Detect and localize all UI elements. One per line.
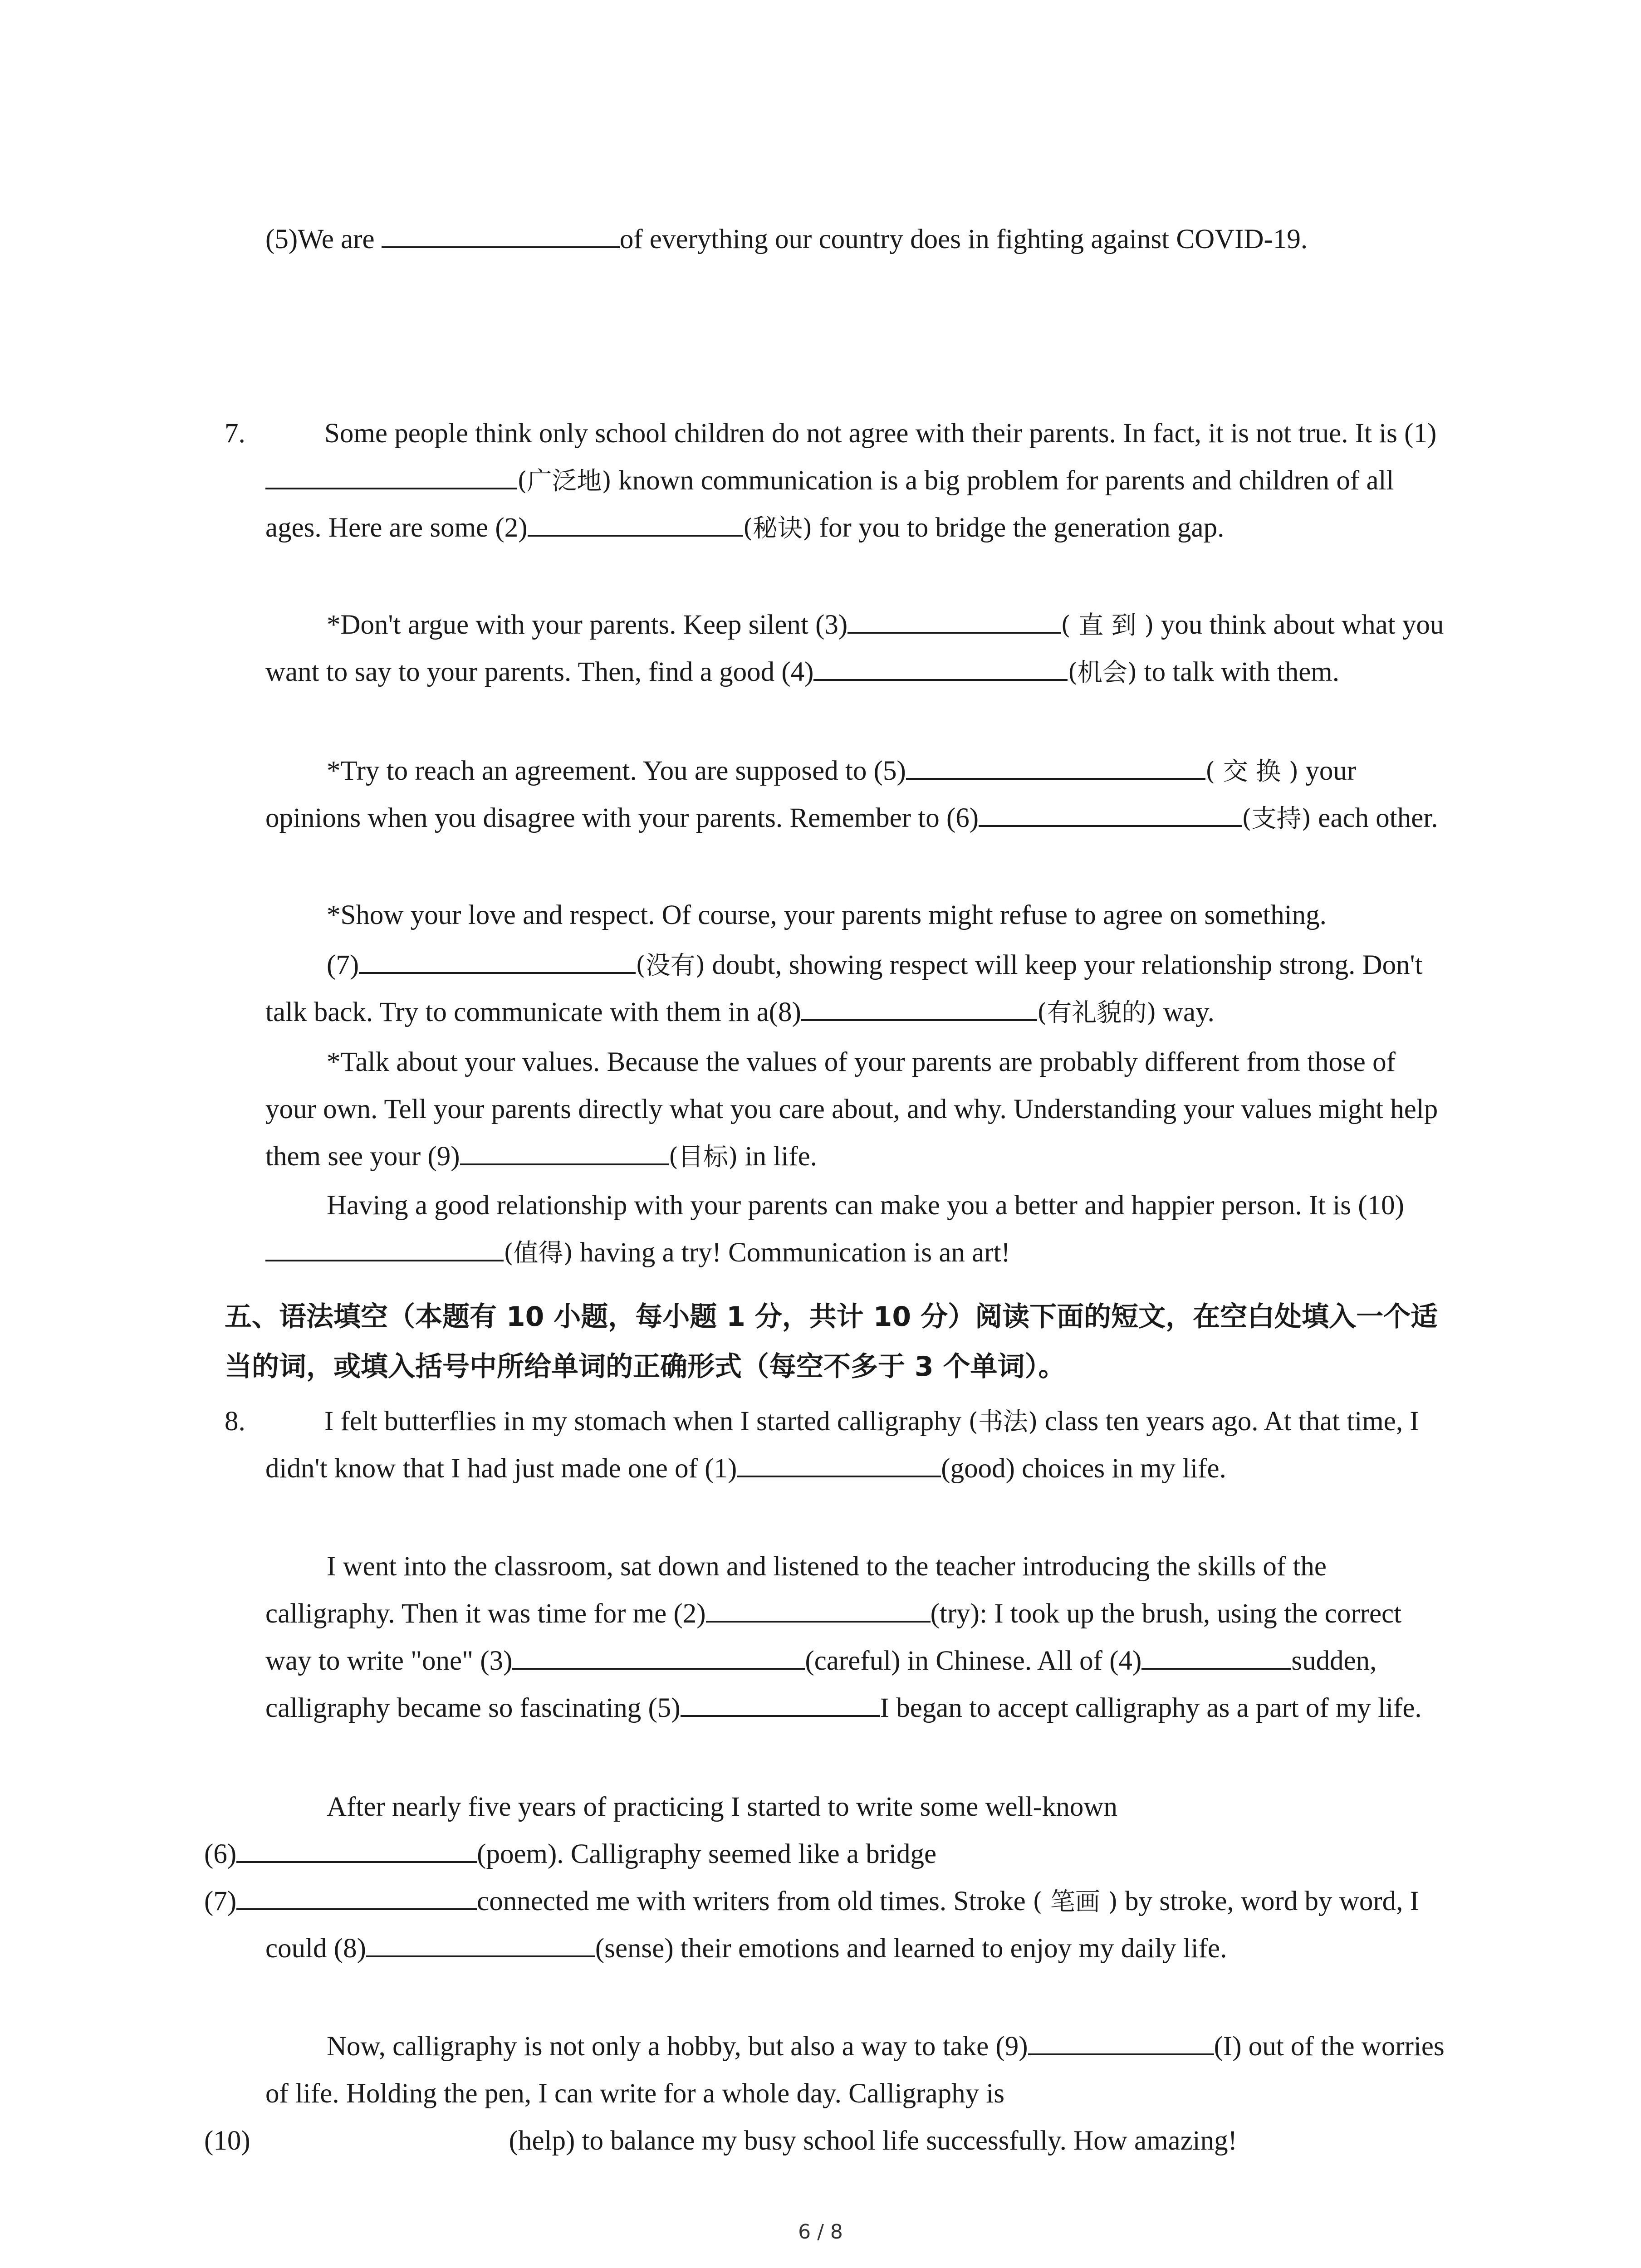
question-7-para-5 xyxy=(265,942,1450,1036)
text: (try): I took up the brush, using the correct way to write "one" (3) xyxy=(265,1598,1402,1676)
text: (poem). Calligraphy seemed like a bridge xyxy=(477,1839,937,1869)
answer-blank-5[interactable] xyxy=(906,753,1205,780)
hint: (书法) xyxy=(968,1407,1038,1436)
text: (5)We are xyxy=(265,224,382,254)
text: you think about what you want to say to your parents. Then, find a good (4) xyxy=(265,610,1444,687)
text: (6) xyxy=(204,1839,237,1869)
text: known communication is a big problem for parents and children of all ages. Here are some (2) xyxy=(265,465,1394,543)
text: (I) out of the worries of life. Holding the pen, I can write for a whole day. Calligraphy is xyxy=(265,2031,1445,2109)
text: your opinions when you disagree with your parents. Remember to (6) xyxy=(265,756,1357,833)
hint: (广泛地) xyxy=(517,466,612,495)
text: by stroke, word by word, I could (8) xyxy=(265,1886,1419,1964)
hint: (没有) xyxy=(636,951,705,980)
answer-blank-6[interactable] xyxy=(236,1836,477,1863)
text: for you to bridge the generation gap. xyxy=(812,513,1225,543)
hint: (秘诀) xyxy=(743,513,813,543)
text: *Try to reach an agreement. You are supposed to (5) xyxy=(327,756,906,786)
question-7-para-6 xyxy=(265,1039,1450,1180)
text: I went into the classroom, sat down and listened to the teacher introducing the skills of the calligraphy. Then it was time for me (2) xyxy=(265,1551,1327,1629)
answer-blank-2[interactable] xyxy=(528,509,743,537)
hint: (支持) xyxy=(1242,804,1312,833)
answer-blank-8[interactable] xyxy=(366,1930,595,1957)
text: (sense) their emotions and learned to enjoy my daily life. xyxy=(595,1933,1227,1964)
text: *Don't argue with your parents. Keep silent (3) xyxy=(327,610,848,640)
answer-blank-5[interactable] xyxy=(681,1690,880,1717)
hint: (有礼貌的) xyxy=(1037,998,1156,1027)
question-8-para-2 xyxy=(265,1543,1450,1732)
text: Some people think only school children do not agree with their parents. In fact, it is not true. It is (1) xyxy=(324,418,1437,449)
text: connected me with writers from old times. Stroke xyxy=(477,1886,1033,1916)
text: I felt butterflies in my stomach when I started calligraphy xyxy=(324,1406,969,1437)
text: sudden, calligraphy became so fascinating (5) xyxy=(265,1646,1377,1723)
answer-blank-9[interactable] xyxy=(1028,2028,1214,2055)
hint: ( 交 换 ) xyxy=(1205,757,1299,786)
text: (careful) in Chinese. All of (4) xyxy=(805,1646,1142,1676)
answer-blank-2[interactable] xyxy=(706,1595,931,1623)
answer-blank-9[interactable] xyxy=(460,1138,669,1165)
question-7-para-4 xyxy=(265,892,1450,939)
answer-blank-8[interactable] xyxy=(801,994,1037,1021)
question-number: 7. xyxy=(225,418,245,449)
hint: (机会) xyxy=(1068,658,1137,687)
question-7-para-2 xyxy=(265,601,1450,696)
question-7-para-1 xyxy=(225,410,1450,552)
question-7-para-7 xyxy=(265,1182,1450,1276)
answer-blank-7[interactable] xyxy=(236,1883,477,1910)
text: *Talk about your values. Because the values of your parents are probably different from those of your own. Tell your parents directly what you care about, and why. Understanding your values might help them see your (9) xyxy=(265,1047,1438,1172)
hint: (值得) xyxy=(504,1238,573,1267)
text: each other. xyxy=(1311,803,1438,833)
question-number: 8. xyxy=(225,1406,245,1437)
answer-blank-1[interactable] xyxy=(737,1450,941,1477)
answer-blank-7[interactable] xyxy=(359,947,636,974)
answer-blank-1[interactable] xyxy=(265,462,517,489)
text: way. xyxy=(1156,997,1215,1027)
q6-item-5 xyxy=(265,216,1450,263)
text: to talk with them. xyxy=(1137,657,1339,687)
text: (good) choices in my life. xyxy=(941,1453,1226,1484)
text: doubt, showing respect will keep your relationship strong. Don't talk back. Try to communicate with them in a(8) xyxy=(265,950,1423,1027)
answer-blank-3[interactable] xyxy=(512,1642,805,1670)
answer-blank-3[interactable] xyxy=(847,606,1061,634)
text: Having a good relationship with your parents can make you a better and happier person. It is (10) xyxy=(327,1190,1404,1221)
answer-blank-10[interactable] xyxy=(265,1234,504,1261)
hint: (目标) xyxy=(668,1142,738,1171)
question-7-para-3 xyxy=(265,748,1450,842)
section-5-heading: 五、语法填空（本题有 10 小题，每小题 1 分，共计 10 分）阅读下面的短文，在空白处填入一个适当的词，或填入括号中所给单词的正确形式（每空不多于 3 个单词）。 xyxy=(225,1301,1438,1383)
text: (7) xyxy=(204,1886,237,1916)
text: of everything our country does in fighting against COVID-19. xyxy=(619,224,1308,254)
answer-blank[interactable] xyxy=(382,221,620,248)
text: Now, calligraphy is not only a hobby, but also a way to take (9) xyxy=(327,2031,1028,2062)
hint: ( 直 到 ) xyxy=(1061,611,1154,640)
text: After nearly five years of practicing I started to write some well-known xyxy=(327,1792,1117,1822)
text: (7) xyxy=(327,950,359,980)
page-number: 6 / 8 xyxy=(798,2220,843,2244)
text: I began to accept calligraphy as a part of my life. xyxy=(880,1693,1422,1723)
answer-blank-4[interactable] xyxy=(813,654,1068,681)
text: having a try! Communication is an art! xyxy=(573,1237,1010,1268)
text: *Show your love and respect. Of course, your parents might refuse to agree on something. xyxy=(327,900,1327,930)
answer-blank-6[interactable] xyxy=(979,800,1242,827)
text: in life. xyxy=(738,1141,817,1172)
question-8-para-3 xyxy=(204,1784,1450,1972)
question-8-para-1 xyxy=(225,1398,1450,1492)
question-8-para-4 xyxy=(204,2023,1450,2165)
answer-blank-4[interactable] xyxy=(1141,1642,1291,1670)
text: (10) xyxy=(204,2126,250,2156)
text: (help) to balance my busy school life successfully. How amazing! xyxy=(509,2126,1237,2156)
text: class ten years ago. At that time, I didn't know that I had just made one of (1) xyxy=(265,1406,1419,1484)
hint: ( 笔画 ) xyxy=(1032,1887,1118,1916)
